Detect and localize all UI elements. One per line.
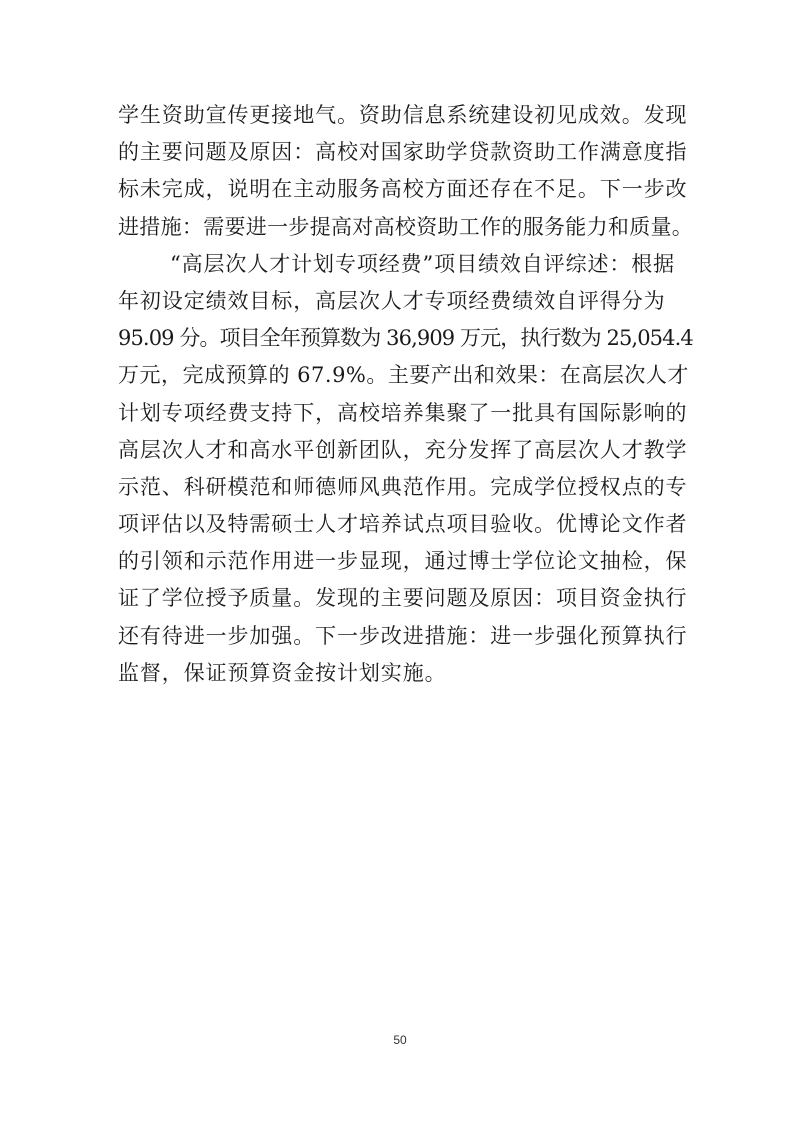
text-line: 学生资助宣传更接地气。资助信息系统建设初见成效。发现 bbox=[118, 103, 688, 127]
text-line: 的主要问题及原因：高校对国家助学贷款资助工作满意度指 bbox=[118, 140, 688, 165]
text-line: 万元，完成预算的 67.9%。主要产出和效果：在高层次人才 bbox=[118, 363, 689, 388]
paragraph-2 bbox=[118, 246, 693, 692]
text-line: 项评估以及特需硕士人才培养试点项目验收。优博论文作者 bbox=[118, 512, 688, 537]
text-line: 示范、科研模范和师德师风典范作用。完成学位授权点的专 bbox=[118, 474, 688, 499]
text-line: 的引领和示范作用进一步显现，通过博士学位论文抽检，保 bbox=[118, 549, 688, 574]
text-line: 还有待进一步加强。下一步改进措施：进一步强化预算执行 bbox=[118, 623, 688, 648]
text-line: “高层次人才计划专项经费”项目绩效自评综述：根据 bbox=[170, 251, 676, 276]
text-line: 95.09 分。项目全年预算数为 36,909 万元，执行数为 25,054.4 bbox=[118, 326, 693, 351]
text-line: 监督，保证预算资金按计划实施。 bbox=[118, 660, 447, 685]
body-text bbox=[118, 97, 693, 692]
text-line: 高层次人才和高水平创新团队，充分发挥了高层次人才教学 bbox=[118, 437, 688, 462]
text-line: 标未完成，说明在主动服务高校方面还存在不足。下一步改 bbox=[118, 177, 688, 202]
page-number: 50 bbox=[393, 1033, 407, 1047]
text-line: 进措施：需要进一步提高对高校资助工作的服务能力和质量。 bbox=[118, 214, 694, 239]
text-line: 计划专项经费支持下，高校培养集聚了一批具有国际影响的 bbox=[118, 400, 688, 425]
paragraph-1 bbox=[118, 97, 693, 246]
text-line: 证了学位授予质量。发现的主要问题及原因：项目资金执行 bbox=[118, 586, 688, 611]
text-line: 年初设定绩效目标，高层次人才专项经费绩效自评得分为 bbox=[118, 288, 666, 313]
